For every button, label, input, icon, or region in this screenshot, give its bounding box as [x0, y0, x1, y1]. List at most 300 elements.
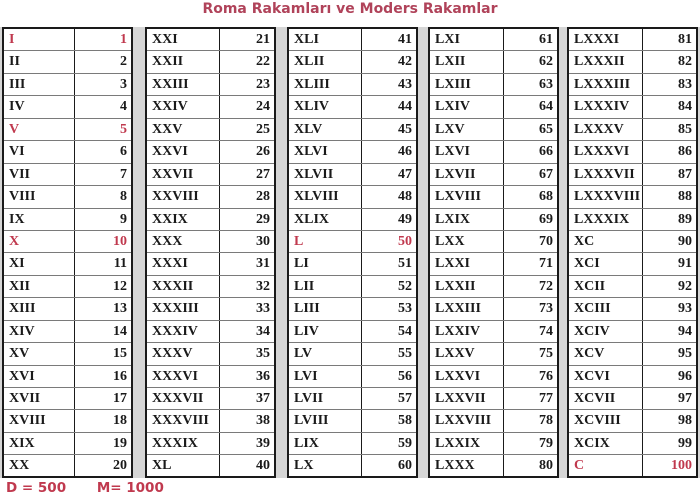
arabic-number: 35 — [256, 346, 270, 362]
table-row — [430, 74, 557, 96]
table-row — [147, 119, 274, 141]
roman-numeral: LXXII — [430, 276, 504, 297]
arabic-number: 5 — [120, 121, 127, 137]
table-row — [430, 186, 557, 208]
arabic-number: 62 — [539, 54, 553, 70]
roman-numeral: XX — [4, 455, 75, 477]
arabic-number: 90 — [678, 233, 692, 249]
table-row — [4, 433, 131, 455]
roman-numeral: LX — [289, 455, 362, 477]
arabic-number: 16 — [113, 368, 127, 384]
arabic-number: 22 — [256, 54, 270, 70]
table-row — [147, 343, 274, 365]
arabic-number: 92 — [678, 278, 692, 294]
roman-numeral: LI — [289, 253, 362, 274]
roman-numeral: LXXIV — [430, 321, 504, 342]
arabic-number: 30 — [256, 233, 270, 249]
roman-numeral: LXVI — [430, 141, 504, 162]
numeral-table-41-60 — [287, 27, 418, 478]
table-row — [147, 298, 274, 320]
table-row — [430, 96, 557, 118]
table-row — [4, 164, 131, 186]
roman-numeral: LXIV — [430, 96, 504, 117]
arabic-number: 8 — [120, 189, 127, 205]
table-row — [430, 253, 557, 275]
table-row — [569, 74, 696, 96]
arabic-number: 70 — [539, 233, 553, 249]
table-row — [4, 186, 131, 208]
arabic-number: 75 — [539, 346, 553, 362]
arabic-number: 84 — [678, 99, 692, 115]
table-row — [4, 51, 131, 73]
table-row — [289, 141, 416, 163]
arabic-number: 52 — [398, 278, 412, 294]
arabic-number: 66 — [539, 144, 553, 160]
table-row — [569, 51, 696, 73]
roman-numeral: LXXXVII — [569, 164, 643, 185]
roman-numeral: XXXI — [147, 253, 220, 274]
table-row — [147, 74, 274, 96]
arabic-number: 98 — [678, 413, 692, 429]
arabic-number: 93 — [678, 301, 692, 317]
arabic-number: 24 — [256, 99, 270, 115]
table-row — [569, 343, 696, 365]
roman-numeral: LXX — [430, 231, 504, 252]
roman-numeral: XLIX — [289, 209, 362, 230]
table-row — [147, 455, 274, 477]
table-row — [569, 209, 696, 231]
roman-numeral: LVII — [289, 388, 362, 409]
numeral-table-61-80 — [428, 27, 559, 478]
arabic-number: 56 — [398, 368, 412, 384]
arabic-number: 82 — [678, 54, 692, 70]
roman-numeral: XLV — [289, 119, 362, 140]
arabic-number: 28 — [256, 189, 270, 205]
table-row — [289, 366, 416, 388]
roman-numeral: XLVI — [289, 141, 362, 162]
roman-numeral: LIII — [289, 298, 362, 319]
footer-d-value: D = 500 — [6, 480, 67, 496]
numeral-table-1-20 — [2, 27, 133, 478]
roman-numeral: XXVIII — [147, 186, 220, 207]
roman-numeral: LXXXI — [569, 29, 643, 50]
roman-numeral: III — [4, 74, 75, 95]
table-row — [569, 96, 696, 118]
table-row — [4, 231, 131, 253]
arabic-number: 19 — [113, 435, 127, 451]
roman-numeral: LXXVI — [430, 366, 504, 387]
arabic-number: 71 — [539, 256, 553, 272]
roman-numeral: L — [289, 231, 362, 252]
arabic-number: 11 — [113, 256, 127, 272]
table-row — [4, 253, 131, 275]
table-row — [147, 96, 274, 118]
arabic-number: 42 — [398, 54, 412, 70]
table-row — [430, 231, 557, 253]
roman-numeral: XCI — [569, 253, 643, 274]
table-row — [4, 29, 131, 51]
table-row — [4, 321, 131, 343]
arabic-number: 9 — [120, 211, 127, 227]
table-row — [289, 455, 416, 477]
arabic-number: 65 — [539, 121, 553, 137]
roman-numeral: XV — [4, 343, 75, 364]
table-row — [430, 164, 557, 186]
table-row — [147, 141, 274, 163]
table-row — [4, 96, 131, 118]
arabic-number: 80 — [539, 458, 553, 474]
table-row — [569, 410, 696, 432]
arabic-number: 58 — [398, 413, 412, 429]
table-row — [569, 231, 696, 253]
arabic-number: 41 — [398, 32, 412, 47]
arabic-number: 6 — [120, 144, 127, 160]
arabic-number: 74 — [539, 323, 553, 339]
table-row — [147, 366, 274, 388]
arabic-number: 67 — [539, 166, 553, 182]
table-row — [289, 410, 416, 432]
arabic-number: 64 — [539, 99, 553, 115]
table-row — [289, 343, 416, 365]
arabic-number: 32 — [256, 278, 270, 294]
roman-numeral: LXXIX — [430, 433, 504, 454]
roman-numeral: LXXXIX — [569, 209, 643, 230]
roman-numeral: LXXI — [430, 253, 504, 274]
roman-numeral: XXXII — [147, 276, 220, 297]
arabic-number: 96 — [678, 368, 692, 384]
table-row — [4, 455, 131, 477]
roman-numeral: LXXXII — [569, 51, 643, 72]
table-row — [569, 321, 696, 343]
roman-numeral: XLIII — [289, 74, 362, 95]
numeral-tables — [0, 27, 700, 478]
roman-numeral: XLII — [289, 51, 362, 72]
table-row — [147, 186, 274, 208]
roman-numeral: XCII — [569, 276, 643, 297]
roman-numeral: XXII — [147, 51, 220, 72]
roman-numeral: XII — [4, 276, 75, 297]
arabic-number: 89 — [678, 211, 692, 227]
roman-numeral: XIII — [4, 298, 75, 319]
roman-numeral: XXVII — [147, 164, 220, 185]
table-row — [430, 366, 557, 388]
table-row — [289, 186, 416, 208]
arabic-number: 88 — [678, 189, 692, 205]
table-row — [4, 74, 131, 96]
arabic-number: 29 — [256, 211, 270, 227]
arabic-number: 55 — [398, 346, 412, 362]
arabic-number: 60 — [398, 458, 412, 474]
arabic-number: 18 — [113, 413, 127, 429]
roman-numeral: XC — [569, 231, 643, 252]
arabic-number: 10 — [113, 233, 127, 249]
table-row — [430, 209, 557, 231]
arabic-number: 46 — [398, 144, 412, 160]
arabic-number: 25 — [256, 121, 270, 137]
table-row — [4, 276, 131, 298]
table-row — [569, 455, 696, 477]
roman-numeral: LXXXIV — [569, 96, 643, 117]
arabic-number: 27 — [256, 166, 270, 182]
arabic-number: 50 — [398, 233, 412, 249]
roman-numeral: LVI — [289, 366, 362, 387]
roman-numeral: XXI — [147, 29, 220, 50]
arabic-number: 17 — [113, 391, 127, 406]
table-row — [147, 209, 274, 231]
roman-numeral: XVI — [4, 366, 75, 387]
table-row — [289, 164, 416, 186]
roman-numeral: LIV — [289, 321, 362, 342]
roman-numeral: LV — [289, 343, 362, 364]
table-row — [147, 164, 274, 186]
table-row — [430, 343, 557, 365]
table-row — [147, 410, 274, 432]
roman-numeral: XXXIX — [147, 433, 220, 454]
table-row — [430, 298, 557, 320]
table-row — [289, 231, 416, 253]
roman-numeral: XIV — [4, 321, 75, 342]
table-row — [4, 410, 131, 432]
arabic-number: 83 — [678, 76, 692, 92]
roman-numeral: XXXV — [147, 343, 220, 364]
arabic-number: 73 — [539, 301, 553, 317]
arabic-number: 63 — [539, 76, 553, 92]
arabic-number: 40 — [256, 458, 270, 474]
table-row — [569, 388, 696, 410]
roman-numeral: XI — [4, 253, 75, 274]
roman-numeral: I — [4, 29, 75, 50]
roman-numeral: XL — [147, 455, 220, 477]
table-row — [569, 29, 696, 51]
table-row — [289, 29, 416, 51]
arabic-number: 59 — [398, 435, 412, 451]
roman-numeral: XLI — [289, 29, 362, 50]
table-row — [289, 51, 416, 73]
table-row — [430, 433, 557, 455]
roman-numeral: VIII — [4, 186, 75, 207]
arabic-number: 44 — [398, 99, 412, 115]
arabic-number: 49 — [398, 211, 412, 227]
table-row — [569, 433, 696, 455]
roman-numeral: LII — [289, 276, 362, 297]
roman-numeral: C — [569, 455, 643, 477]
roman-numeral: LXXXVI — [569, 141, 643, 162]
arabic-number: 81 — [678, 32, 692, 47]
table-row — [289, 96, 416, 118]
table-row — [147, 321, 274, 343]
table-row — [147, 433, 274, 455]
arabic-number: 3 — [120, 76, 127, 92]
arabic-number: 94 — [678, 323, 692, 339]
roman-numeral: XIX — [4, 433, 75, 454]
arabic-number: 15 — [113, 346, 127, 362]
footer-m-value: M= 1000 — [96, 480, 164, 496]
table-row — [4, 119, 131, 141]
roman-numeral: XCIV — [569, 321, 643, 342]
arabic-number: 57 — [398, 391, 412, 406]
arabic-number: 14 — [113, 323, 127, 339]
arabic-number: 78 — [539, 413, 553, 429]
table-row — [289, 321, 416, 343]
arabic-number: 54 — [398, 323, 412, 339]
table-row — [569, 186, 696, 208]
numeral-table-21-40 — [145, 27, 276, 478]
roman-numeral: XXX — [147, 231, 220, 252]
arabic-number: 86 — [678, 144, 692, 160]
table-row — [4, 298, 131, 320]
roman-numeral: IX — [4, 209, 75, 230]
table-row — [430, 141, 557, 163]
table-row — [430, 119, 557, 141]
roman-numeral: LXV — [430, 119, 504, 140]
table-row — [569, 276, 696, 298]
table-row — [569, 164, 696, 186]
table-row — [430, 29, 557, 51]
table-row — [4, 209, 131, 231]
arabic-number: 68 — [539, 189, 553, 205]
table-row — [430, 388, 557, 410]
roman-numeral: XCVI — [569, 366, 643, 387]
arabic-number: 72 — [539, 278, 553, 294]
roman-numeral: LXII — [430, 51, 504, 72]
arabic-number: 1 — [120, 32, 127, 47]
roman-numeral: VII — [4, 164, 75, 185]
roman-numeral: XXIX — [147, 209, 220, 230]
arabic-number: 4 — [120, 99, 127, 115]
roman-numeral: LXIII — [430, 74, 504, 95]
roman-numeral: XVII — [4, 388, 75, 409]
arabic-number: 13 — [113, 301, 127, 317]
table-row — [289, 298, 416, 320]
numeral-table-81-100 — [567, 27, 698, 478]
table-row — [569, 119, 696, 141]
roman-numeral: LXXVIII — [430, 410, 504, 431]
footer-note — [6, 480, 190, 496]
arabic-number: 23 — [256, 76, 270, 92]
roman-numeral: XVIII — [4, 410, 75, 431]
arabic-number: 100 — [671, 458, 692, 474]
roman-numeral: XLVII — [289, 164, 362, 185]
arabic-number: 79 — [539, 435, 553, 451]
table-row — [4, 388, 131, 410]
roman-numeral: X — [4, 231, 75, 252]
roman-numeral: XXXVIII — [147, 410, 220, 431]
table-row — [569, 253, 696, 275]
roman-numeral: IV — [4, 96, 75, 117]
table-row — [289, 119, 416, 141]
roman-numeral: LXVII — [430, 164, 504, 185]
arabic-number: 97 — [678, 391, 692, 406]
table-row — [430, 51, 557, 73]
table-row — [289, 433, 416, 455]
arabic-number: 69 — [539, 211, 553, 227]
roman-numeral: LXXVII — [430, 388, 504, 409]
roman-numeral: LXXXV — [569, 119, 643, 140]
table-row — [569, 298, 696, 320]
arabic-number: 51 — [398, 256, 412, 272]
table-row — [569, 141, 696, 163]
roman-numeral: XXXVI — [147, 366, 220, 387]
arabic-number: 31 — [256, 256, 270, 272]
roman-numeral: XXXIV — [147, 321, 220, 342]
roman-numeral: XCVII — [569, 388, 643, 409]
table-row — [147, 51, 274, 73]
roman-numeral: LXXXIII — [569, 74, 643, 95]
roman-numeral: II — [4, 51, 75, 72]
roman-numeral: XCV — [569, 343, 643, 364]
arabic-number: 91 — [678, 256, 692, 272]
table-row — [289, 209, 416, 231]
roman-numeral: LXXX — [430, 455, 504, 477]
arabic-number: 37 — [256, 391, 270, 406]
table-row — [147, 253, 274, 275]
arabic-number: 76 — [539, 368, 553, 384]
arabic-number: 48 — [398, 189, 412, 205]
roman-numeral: VI — [4, 141, 75, 162]
roman-numeral: XXVI — [147, 141, 220, 162]
table-row — [289, 388, 416, 410]
roman-numeral: LVIII — [289, 410, 362, 431]
table-row — [430, 321, 557, 343]
roman-numeral: LXXIII — [430, 298, 504, 319]
table-row — [147, 231, 274, 253]
arabic-number: 2 — [120, 54, 127, 70]
roman-numeral: V — [4, 119, 75, 140]
table-row — [430, 276, 557, 298]
roman-numeral: LIX — [289, 433, 362, 454]
roman-numeral: XCVIII — [569, 410, 643, 431]
table-row — [569, 366, 696, 388]
page-title: Roma Rakamları ve Moders Rakamlar — [202, 1, 498, 17]
arabic-number: 21 — [256, 32, 270, 47]
roman-numeral: LXIX — [430, 209, 504, 230]
table-row — [289, 74, 416, 96]
roman-numeral: XCIII — [569, 298, 643, 319]
arabic-number: 85 — [678, 121, 692, 137]
roman-numeral: LXXV — [430, 343, 504, 364]
arabic-number: 33 — [256, 301, 270, 317]
arabic-number: 61 — [539, 32, 553, 47]
arabic-number: 26 — [256, 144, 270, 160]
roman-numeral: XXIV — [147, 96, 220, 117]
arabic-number: 7 — [120, 166, 127, 182]
roman-numeral: XXIII — [147, 74, 220, 95]
table-row — [4, 366, 131, 388]
arabic-number: 43 — [398, 76, 412, 92]
table-row — [430, 410, 557, 432]
arabic-number: 34 — [256, 323, 270, 339]
table-row — [4, 343, 131, 365]
table-row — [430, 455, 557, 477]
arabic-number: 20 — [113, 458, 127, 474]
roman-numeral: XLVIII — [289, 186, 362, 207]
roman-numeral: LXVIII — [430, 186, 504, 207]
arabic-number: 87 — [678, 166, 692, 182]
roman-numeral: XXXVII — [147, 388, 220, 409]
arabic-number: 53 — [398, 301, 412, 317]
arabic-number: 77 — [539, 391, 553, 406]
roman-numeral: XXXIII — [147, 298, 220, 319]
table-row — [289, 276, 416, 298]
table-row — [4, 141, 131, 163]
table-row — [289, 253, 416, 275]
roman-numeral: LXI — [430, 29, 504, 50]
table-row — [147, 276, 274, 298]
table-row — [147, 388, 274, 410]
table-row — [147, 29, 274, 51]
arabic-number: 36 — [256, 368, 270, 384]
roman-numeral: XLIV — [289, 96, 362, 117]
